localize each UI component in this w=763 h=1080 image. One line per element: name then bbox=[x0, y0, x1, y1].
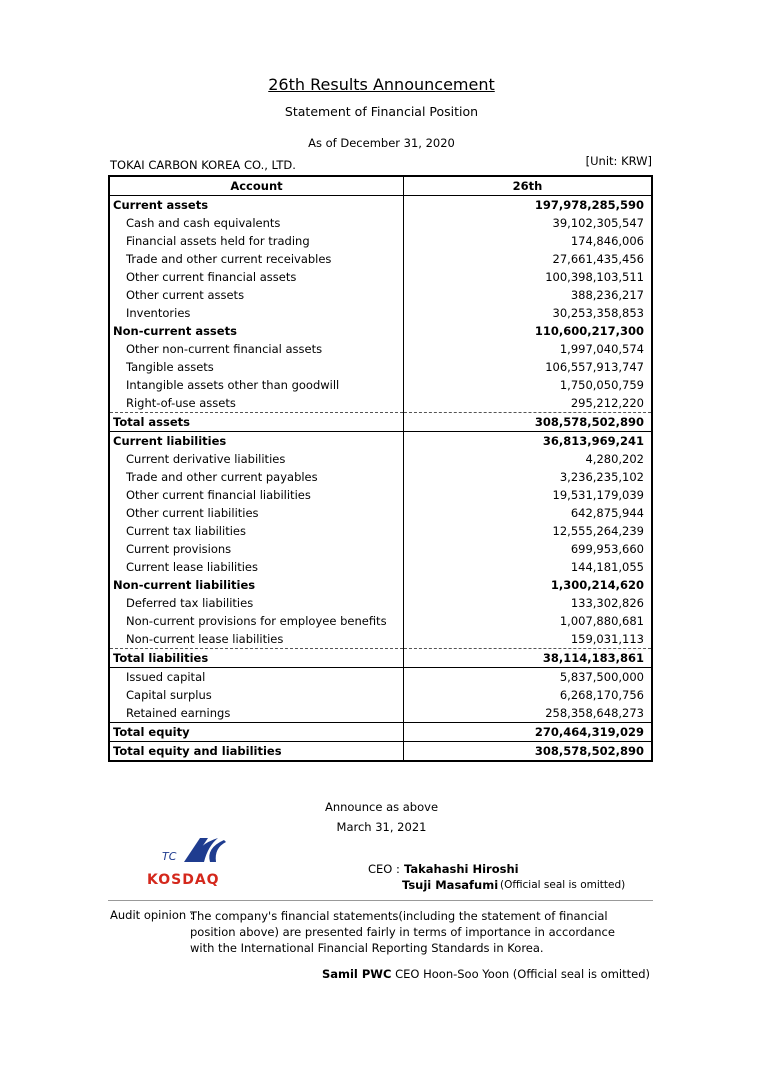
row-label: Other current financial liabilities bbox=[109, 486, 404, 504]
table-row bbox=[109, 214, 652, 232]
ceo-label: CEO : bbox=[368, 862, 400, 876]
divider bbox=[108, 900, 653, 901]
table-row bbox=[109, 612, 652, 630]
financial-position-table bbox=[108, 175, 653, 762]
row-value: 1,997,040,574 bbox=[559, 342, 644, 356]
statement-subtitle: Statement of Financial Position bbox=[284, 104, 479, 119]
row-label: Non-current provisions for employee benefits bbox=[109, 612, 404, 630]
row-label: Total assets bbox=[109, 413, 404, 432]
row-value: 308,578,502,890 bbox=[404, 413, 653, 432]
row-label: Total equity bbox=[109, 723, 404, 742]
row-value: 6,268,170,756 bbox=[559, 688, 644, 702]
row-value: 174,846,006 bbox=[570, 234, 644, 248]
column-header-account: Account bbox=[109, 176, 404, 196]
table-row bbox=[109, 630, 652, 649]
row-value: 197,978,285,590 bbox=[534, 198, 644, 212]
row-label: Cash and cash equivalents bbox=[109, 214, 404, 232]
table-row bbox=[109, 340, 652, 358]
row-value: 27,661,435,456 bbox=[552, 252, 644, 266]
row-label: Inventories bbox=[109, 304, 404, 322]
row-label: Trade and other current receivables bbox=[109, 250, 404, 268]
announce-text: Announce as above bbox=[324, 800, 439, 814]
table-row bbox=[109, 468, 652, 486]
row-value: 19,531,179,039 bbox=[552, 488, 644, 502]
row-value: 110,600,217,300 bbox=[534, 324, 644, 338]
row-label: Current liabilities bbox=[109, 432, 404, 451]
row-value: 1,300,214,620 bbox=[550, 578, 644, 592]
audit-opinion-label: Audit opinion : bbox=[110, 908, 194, 922]
table-row bbox=[109, 558, 652, 576]
row-value: 159,031,113 bbox=[404, 630, 653, 649]
auditor-signature bbox=[322, 967, 650, 981]
row-value: 699,953,660 bbox=[570, 542, 644, 556]
table-row bbox=[109, 250, 652, 268]
total-row bbox=[109, 742, 652, 762]
row-value: 38,114,183,861 bbox=[404, 649, 653, 668]
auditor-ceo: CEO Hoon-Soo Yoon (Official seal is omitted) bbox=[395, 967, 650, 981]
row-value: 1,007,880,681 bbox=[559, 614, 644, 628]
company-name: TOKAI CARBON KOREA CO., LTD. bbox=[110, 158, 296, 172]
row-value: 39,102,305,547 bbox=[552, 216, 644, 230]
seal-note: (Official seal is omitted) bbox=[500, 879, 626, 891]
row-label: Right-of-use assets bbox=[109, 394, 404, 413]
row-label: Tangible assets bbox=[109, 358, 404, 376]
table-header-row bbox=[109, 176, 652, 196]
audit-opinion-text: The company's financial statements(including the statement of financial position above) are presented fairly in terms of importance in accordance with the International Financial Reporting Standards in Korea. bbox=[190, 909, 615, 955]
auditor-firm: Samil PWC bbox=[321, 967, 392, 981]
table-row bbox=[109, 376, 652, 394]
row-label: Retained earnings bbox=[109, 704, 404, 723]
unit-label: [Unit: KRW] bbox=[585, 154, 652, 168]
table-row bbox=[109, 486, 652, 504]
ceo-name-1: Takahashi Hiroshi bbox=[404, 862, 519, 876]
row-label: Non-current assets bbox=[109, 322, 404, 340]
row-label: Total equity and liabilities bbox=[109, 742, 404, 762]
row-value: 642,875,944 bbox=[570, 506, 644, 520]
row-label: Current lease liabilities bbox=[109, 558, 404, 576]
row-label: Other non-current financial assets bbox=[109, 340, 404, 358]
table-row bbox=[109, 704, 652, 723]
row-label: Other current assets bbox=[109, 286, 404, 304]
row-label: Non-current liabilities bbox=[109, 576, 404, 594]
table-row bbox=[109, 268, 652, 286]
row-value: 133,302,826 bbox=[570, 596, 644, 610]
row-label: Intangible assets other than goodwill bbox=[109, 376, 404, 394]
row-value: 106,557,913,747 bbox=[545, 360, 644, 374]
table-row bbox=[109, 232, 652, 250]
row-value: 258,358,648,273 bbox=[404, 704, 653, 723]
row-label: Current derivative liabilities bbox=[109, 450, 404, 468]
table-row bbox=[109, 540, 652, 558]
total-row bbox=[109, 649, 652, 668]
table-row bbox=[109, 450, 652, 468]
row-value: 270,464,319,029 bbox=[404, 723, 653, 742]
row-value: 388,236,217 bbox=[570, 288, 644, 302]
row-value: 4,280,202 bbox=[585, 452, 644, 466]
row-value: 12,555,264,239 bbox=[552, 524, 644, 538]
page-title: 26th Results Announcement bbox=[268, 75, 495, 94]
row-label: Total liabilities bbox=[109, 649, 404, 668]
kosdaq-logo: KOSDAQ bbox=[147, 872, 220, 888]
row-label: Financial assets held for trading bbox=[109, 232, 404, 250]
table-row bbox=[109, 358, 652, 376]
table-row bbox=[109, 196, 652, 215]
as-of-date: As of December 31, 2020 bbox=[308, 136, 455, 150]
row-label: Other current financial assets bbox=[109, 268, 404, 286]
row-value: 308,578,502,890 bbox=[534, 744, 644, 758]
table-row bbox=[109, 668, 652, 687]
table-row bbox=[109, 304, 652, 322]
table-row bbox=[109, 576, 652, 594]
row-value: 5,837,500,000 bbox=[559, 670, 644, 684]
row-value: 100,398,103,511 bbox=[545, 270, 644, 284]
table-row bbox=[109, 286, 652, 304]
row-value: 36,813,969,241 bbox=[542, 434, 644, 448]
table-row bbox=[109, 432, 652, 451]
row-label: Issued capital bbox=[109, 668, 404, 687]
row-value: 295,212,220 bbox=[404, 394, 653, 413]
total-row bbox=[109, 723, 652, 742]
row-label: Other current liabilities bbox=[109, 504, 404, 522]
row-value: 144,181,055 bbox=[570, 560, 644, 574]
logo-text: TC bbox=[162, 850, 177, 863]
table-row bbox=[109, 522, 652, 540]
announce-date: March 31, 2021 bbox=[336, 820, 427, 834]
row-label: Deferred tax liabilities bbox=[109, 594, 404, 612]
table-row bbox=[109, 594, 652, 612]
row-value: 3,236,235,102 bbox=[559, 470, 644, 484]
row-label: Current tax liabilities bbox=[109, 522, 404, 540]
row-value: 30,253,358,853 bbox=[552, 306, 644, 320]
ceo-name-2: Tsuji Masafumi bbox=[402, 878, 499, 892]
table-row bbox=[109, 686, 652, 704]
table-row bbox=[109, 394, 652, 413]
table-row bbox=[109, 504, 652, 522]
row-label: Trade and other current payables bbox=[109, 468, 404, 486]
row-value: 1,750,050,759 bbox=[559, 378, 644, 392]
total-row bbox=[109, 413, 652, 432]
column-header-period: 26th bbox=[404, 176, 653, 196]
row-label: Non-current lease liabilities bbox=[109, 630, 404, 649]
row-label: Capital surplus bbox=[109, 686, 404, 704]
table-row bbox=[109, 322, 652, 340]
row-label: Current assets bbox=[109, 196, 404, 215]
row-label: Current provisions bbox=[109, 540, 404, 558]
